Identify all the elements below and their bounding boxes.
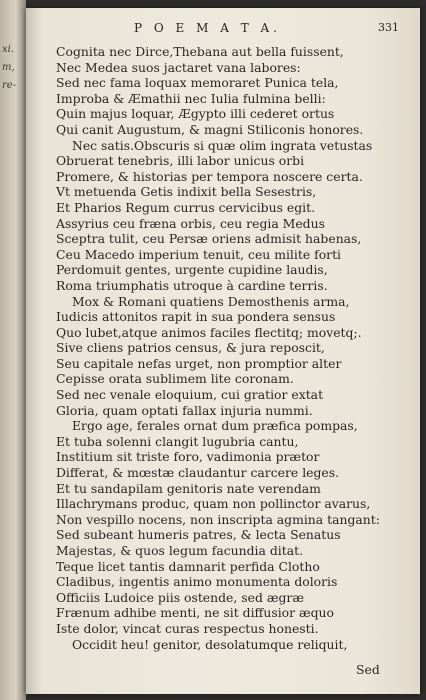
page-header	[26, 21, 420, 37]
running-title: P O E M A T A.	[134, 21, 281, 35]
verse-line: Roma triumphatis utroque à cardine terris.	[56, 277, 328, 293]
verse-line: Institium sit triste foro, vadimonia prætor	[56, 449, 320, 465]
margin-fragment: xi.	[2, 44, 15, 55]
catchword: Sed	[356, 662, 380, 677]
verse-line: Cognita nec Dirce,Thebana aut bella fuissent,	[56, 44, 344, 59]
verse-line: Sive cliens patrios census, & jura reposcit,	[56, 340, 325, 356]
verse-line: Improba & Æmathii nec Iulia fulmina belli:	[56, 90, 326, 106]
verse-line: Gloria, quam optati fallax injuria nummi.	[56, 402, 313, 418]
verse-line: Obruerat tenebris, illi labor unicus orbi	[56, 153, 305, 169]
verse-line: Frænum adhibe menti, ne sit diffusior æquo	[56, 605, 334, 621]
verse-line: Majestas, & quos legum facundia ditat.	[56, 543, 304, 558]
verse-line: Officiis Ludoice piis ostende, sed ægræ	[56, 589, 304, 605]
facing-page-edge	[0, 0, 26, 700]
verse-line: Promere, & historias per tempora noscere certa.	[56, 168, 363, 184]
margin-fragment: re-	[2, 80, 17, 91]
book-page	[26, 8, 420, 694]
verse-line: Sed subeant humeris patres, & lecta Senatus	[56, 527, 341, 543]
verse-line: Iste dolor, vincat curas respectus honesti.	[56, 620, 319, 636]
verse-line: Nec Medea suos jactaret vana labores:	[56, 59, 301, 75]
verse-line: Cepisse orata sublimem lite coronam.	[56, 371, 294, 387]
poem-text	[26, 44, 420, 652]
verse-line: Differat, & mœstæ claudantur carcere leges.	[56, 465, 340, 481]
verse-line: Sed nec venale eloquium, cui gratior extat	[56, 387, 324, 403]
verse-line: Et tu sandapilam genitoris nate verendam	[56, 480, 321, 496]
margin-fragment: m,	[2, 62, 15, 73]
verse-line: Iudicis attonitos rapit in sua pondera sensus	[56, 309, 336, 325]
verse-line: Nec satis.Obscuris si quæ olim ingrata vetustas	[72, 137, 373, 153]
verse-line: Quo lubet,atque animos faciles flectitq; movetq;.	[56, 324, 362, 340]
verse-line: Sed nec fama loquax memoraret Punica tela,	[56, 75, 339, 91]
verse-line: Mox & Romani quatiens Demosthenis arma,	[72, 293, 350, 309]
verse-line: Occidit heu! genitor, desolatumque reliquit,	[72, 636, 348, 652]
verse-line: Vt metuenda Getis indixit bella Sesestris,	[56, 184, 317, 200]
verse-line: Et Pharios Regum currus cervicibus egit.	[56, 199, 316, 215]
verse-line: Cladibus, ingentis animo monumenta doloris	[56, 574, 338, 590]
verse-line: Sceptra tulit, ceu Persæ oriens admisit habenas,	[56, 231, 362, 247]
verse-line: Qui canit Augustum, & magni Stiliconis honores.	[56, 121, 364, 137]
verse-line: Seu capitale nefas urget, non promptior alter	[56, 355, 342, 371]
verse-line: Ergo age, ferales ornat dum præfica pompas,	[72, 418, 358, 434]
verse-line: Ceu Macedo imperium tenuit, ceu milite forti	[56, 246, 342, 262]
verse-line: Assyrius ceu fræna orbis, ceu regia Medus	[56, 215, 325, 231]
verse-line: Perdomuit gentes, urgente cupidine laudis,	[56, 262, 328, 278]
verse-line: Non vespillo nocens, non inscripta agmina tangant:	[56, 511, 380, 527]
page-number: 331	[378, 21, 399, 34]
verse-line: Teque licet tantis damnarit perfida Clotho	[56, 558, 320, 574]
verse-line: Quin majus loquar, Ægypto illi cederet ortus	[56, 106, 335, 122]
verse-line: Et tuba solenni clangit lugubria cantu,	[56, 433, 299, 449]
verse-line: Illachrymans produc, quam non pollinctor avarus,	[56, 496, 371, 512]
